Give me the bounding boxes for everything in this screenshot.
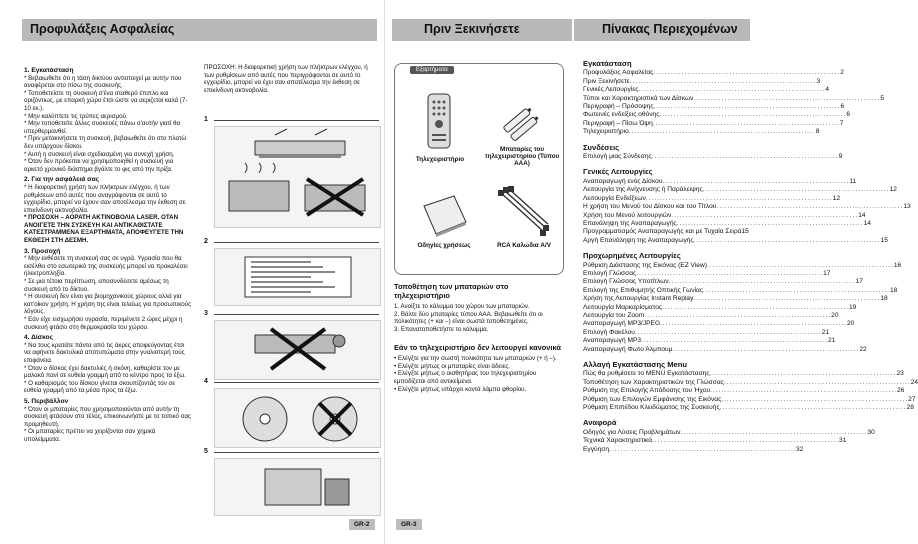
toc-entry-title: Πώς θα ρυθμίσετε το MENU Εγκατάστασης (583, 370, 710, 378)
toc-page-number: 12 (889, 186, 897, 194)
trouble-bullet: • Ελέγξτε μήπως οι μπαταρίες είναι άδειες. (394, 362, 511, 370)
toc-page-number: 14 (858, 211, 866, 219)
toc-leader-dots: .................................................................. (676, 219, 864, 227)
page-divider (384, 0, 385, 544)
toc-entry[interactable] (583, 153, 843, 161)
step-image (214, 126, 381, 228)
safety-section-title: 5. Περιβάλλον (24, 397, 69, 405)
toc-entry[interactable] (583, 387, 905, 395)
toc-entry-title: Ρύθμιση Επιπέδου Κλειδώματος της Συσκευής (583, 404, 720, 412)
toc-entry-title: Χρήση του Μενού λειτουργιών (583, 211, 672, 219)
toc-leader-dots: .................................................................. (660, 320, 847, 328)
toc-page-number: 6 (846, 111, 850, 119)
safety-line: * Μην καλύπτετε τις τρύπες αερισμού. (24, 112, 128, 120)
toc-page-number: 2 (840, 69, 844, 77)
batteries-label: Μπαταρίες του τηλεχειριστηρίου (Τύπου ΑΑΑ) (484, 146, 560, 167)
toc-entry-title: Φωτεινές ενδείξεις οθόνης (583, 111, 660, 119)
toc-page-number: 31 (838, 437, 847, 445)
toc-leader-dots: .................................................................. (716, 203, 904, 211)
toc-leader-dots: .................................................................. (653, 69, 841, 77)
toc-leader-dots: .................................................................. (645, 194, 833, 202)
battery-section: Τοποθέτηση των μπαταριών στο τηλεχειριστήριο 1. Ανοίξτε το κάλυμμα του χώρου των μπαταριών. 2. Βάλτε δύο μπαταρίες τύπου ΑΑΑ. Βεβαιωθείτε ότι οι πολικότητες (+ και –) είναι σωστά τοποθετημένες. 3. Επανατοποθετήστε το κάλυμμα. Εάν το τηλεχειριστήριο δεν λειτουργεί κανονικά • Ελέγξτε για την σωστή πολικότητα των μπαταριών (+ ή –). • Ελέγξτε μήπως οι μπαταρίες είναι άδειες. • Ελέγξτε μήπως ο αισθητήρας του τηλεχειριστηρίου εμποδίζεται από αντικείμενα. • Ελέγξτε μήπως υπάρχει κοντά λάμπα φθορίου. (394, 283, 564, 393)
step-image (214, 248, 381, 306)
toc-page-number: 19 (849, 303, 857, 311)
toc-leader-dots: .................................................................. (703, 286, 890, 294)
page-number-right: GR-3 (396, 519, 422, 530)
toc-entry-title: Λειτουργία Ενδείξεων (583, 194, 646, 202)
toc-leader-dots: .................................................................. (652, 437, 839, 445)
toc-entry-title: Επιλογή Γλώσσας (583, 269, 637, 277)
safety-line: * Τοποθετείστε τη συσκευή σ'ένα σταθερό έπιπλο και οριζόντιως, με επαρκή χώρο έτσι ώστε να αεριζεται καλά (7-10 εκ.). (24, 89, 188, 112)
step-illustration (204, 116, 379, 230)
toc-entry-title: Πριν Ξεκινήσετε (583, 77, 630, 85)
toc-leader-dots: .................................................................. (706, 261, 894, 269)
toc-entry-title: Εγγύηση (583, 445, 610, 453)
step-divider (214, 314, 379, 315)
toc-entry[interactable] (583, 295, 888, 303)
toc-entry[interactable] (583, 395, 916, 404)
batteries-illustration (500, 104, 544, 140)
toc-entry[interactable] (583, 211, 866, 220)
step-number: 4 (204, 378, 208, 385)
toc-leader-dots: .................................................................. (652, 119, 840, 127)
toc-leader-dots: .................................................................. (636, 269, 824, 277)
toc-section-title: Γενικές Λειτουργίες (583, 167, 653, 177)
safety-line: * Οι μπαταρίες πρέπει να χειρίζονται σαν χημικά υπολείμματα. (24, 428, 156, 443)
page-number-left: GR-2 (349, 519, 375, 530)
toc-entry-title: Αναπαραγωγή ενός Δίσκου (583, 177, 663, 185)
step-number: 1 (204, 116, 208, 123)
toc-leader-dots: .................................................................. (719, 404, 907, 412)
av-cable-label: RCA Καλώδια A/V (497, 242, 551, 249)
toc-section-title: Συνδέσεις (583, 142, 620, 152)
safety-section-title: 1. Εγκατάσταση (24, 67, 74, 74)
step-illustration (204, 448, 379, 518)
toc-leader-dots: .................................................................. (629, 77, 817, 85)
toc-entry-title: Αργή Επανάληψη της Αναπαραγωγής (583, 236, 694, 244)
toc-leader-dots: .................................................................. (659, 111, 847, 119)
trouble-bullet: • Ελέγξτε μήπως υπάρχει κοντά λάμπα φθορίου. (394, 385, 527, 393)
toc-entry[interactable] (583, 194, 841, 203)
toc-header: Πίνακας Περιεχομένων (574, 19, 750, 41)
toc-page-number: 15 (880, 236, 888, 244)
step-image (214, 388, 381, 448)
toc-entry[interactable] (583, 228, 749, 236)
toc-entry[interactable] (583, 404, 914, 412)
toc-page-number: 23 (896, 370, 904, 378)
toc-leader-dots: .................................................................. (662, 303, 850, 311)
table-of-contents (583, 59, 918, 454)
toc-entry[interactable] (583, 94, 884, 103)
toc-page-number: 22 (859, 345, 867, 353)
safety-line: * Όταν ο δίσκος έχει δακτυλιές ή σκόνη, καθαρίστε τον με μαλακό πανί σε ευθεία γραμμή από το κέντρο προς τα έξω. (24, 364, 186, 380)
toc-section-title: Προχωρημένες Λειτουργίες (583, 251, 681, 261)
step-number: 3 (204, 310, 208, 317)
battery-step: 2. Βάλτε δύο μπαταρίες τύπου ΑΑΑ. Βεβαιωθείτε ότι οι πολικότητες (+ και –) είναι σωστά τοποθετημένες. (394, 310, 543, 326)
toc-entry-title: Τηλεχειριστήριο (583, 128, 629, 136)
toc-leader-dots: .................................................................. (628, 128, 816, 136)
toc-page-number: 7 (839, 119, 844, 127)
toc-leader-dots: .................................................................. (693, 94, 881, 102)
toc-entry[interactable] (583, 311, 839, 320)
step-image (214, 458, 381, 516)
caution-text: ΠΡΟΣΟΧΗ: Η διαφορετική χρήση των πλήκτρων ελέγχου, ή των ρυθμίσεων από αυτές που περιγράφονται σε αυτό το εγχειρίδιο, μπορεί να έχει σαν αποτέλεσμα την έκθεση σε επικίνδυνη ακτινοβολία. (204, 64, 368, 94)
toc-entry[interactable] (583, 186, 897, 194)
toc-entry-title: Γενικές Λειτουργίες (583, 86, 639, 94)
step-illustration (204, 310, 379, 382)
toc-page-number: 3 (816, 77, 821, 85)
toc-entry[interactable] (583, 119, 844, 128)
toc-page-number: 24 (910, 378, 918, 386)
before-start-header: Πριν Ξεκινήσετε (392, 19, 572, 41)
toc-entry[interactable] (583, 337, 836, 345)
toc-section-title: Εγκατάσταση (583, 59, 632, 68)
toc-entry-title: Επιλογή μιας Σύνδεσης (583, 153, 652, 161)
safety-line: * Μην τοποθετείτε άλλες συσκευές πάνω σ'αυτήν γιατί θα υπερθερμανθεί. (24, 120, 181, 135)
left-header-title: Προφυλάξεις Ασφαλείας (30, 22, 175, 36)
manual-illustration (420, 192, 470, 238)
toc-page-number: 30 (867, 428, 875, 436)
step-illustration (204, 378, 379, 450)
toc-page-number: 15 (741, 228, 749, 236)
toc-page-number: 5 (880, 94, 884, 102)
toc-entry-title: Περιγραφή – Πρόσοψης (583, 103, 654, 111)
safety-line: * Να τους κρατάτε πάντα από τις άκρες αποφεύγοντας έτσι να αφήνετε δακτυλικά αποτυπώματα στην γυαλιστερή τους επιφάνεια. (24, 341, 185, 364)
toc-entry-title: Οδηγός για Λύσεις Προβλημάτων (583, 428, 681, 436)
toc-entry[interactable] (583, 261, 902, 270)
safety-line: * Βεβαιωθείτε ότι η τάση δικτύου αντιστοιχεί με αυτήν που αναφέρεται στο πίσω της συσκευής. (24, 74, 182, 90)
remote-control-illustration (420, 92, 460, 152)
toc-page-number: 27 (908, 395, 916, 403)
toc-leader-dots: .................................................................. (693, 236, 881, 244)
step-divider (214, 382, 379, 383)
toc-page-number: 17 (855, 278, 863, 286)
step-divider (214, 452, 379, 453)
toc-leader-dots: .................................................................. (693, 295, 881, 303)
toc-page-number: 20 (847, 320, 855, 328)
toc-entry-title: Επιλογή Γλώσσας Υποτίτλων (583, 278, 669, 286)
toc-entry-title: Ρύθμιση των Επιλογών Εμφάνισης της Εικόνας (583, 395, 722, 403)
toc-page-number: 28 (906, 404, 914, 412)
toc-entry-title: Ρύθμιση Διάστασης της Εικόνας (EZ View) (583, 261, 707, 269)
toc-leader-dots: .................................................................. (721, 395, 909, 403)
toc-entry[interactable] (583, 236, 888, 245)
safety-section-title: 2. Για την ασφάλειά σας (24, 176, 100, 184)
toc-entry-title: Αναπαραγωγή MP3 (583, 337, 642, 345)
battery-step: 3. Επανατοποθετήστε το κάλυμμα. (394, 325, 489, 333)
toc-entry[interactable] (583, 111, 850, 119)
safety-line: * Αυτή η συσκευή είναι σχεδιασμένη για συνεχή χρήση. (24, 150, 175, 158)
step-divider (214, 120, 379, 121)
toc-entry-title: Περιγραφή – Πίσω Όψη (583, 119, 653, 127)
toc-leader-dots: .................................................................. (662, 177, 850, 185)
safety-line: * Μην εκθέσετε τη συσκευή σας σε υγρά. Υγρασία που θα εισέλθει στο εσωτερικό της συσκευής μπορεί να προκαλέσει ηλεκτροπληξία. (24, 255, 188, 278)
av-cable-illustration (496, 186, 550, 240)
toc-entry-title: Επανάληψη της Αναπαραγωγής (583, 219, 677, 227)
safety-column (24, 64, 192, 444)
toc-entry[interactable] (583, 428, 875, 437)
toc-entry[interactable] (583, 69, 844, 77)
toc-entry-title: Ρύθμιση της Επιλογής Απόδοσης του Ήχου (583, 387, 711, 395)
step-illustration (204, 238, 379, 308)
toc-entry-title: Αναπαραγωγή Φωτο Άλμπουμ (583, 345, 673, 353)
step-image (214, 320, 381, 380)
toc-entry[interactable] (583, 378, 918, 387)
safety-line: * Όταν οι μπαταρίες που χρησιμοποιούνται από αυτήν τη συσκευή φτάσουν στο τέλος, επικοινωνήστε με το τοπικό σας προμηθευτή. (24, 405, 192, 428)
battery-step: 1. Ανοίξτε το κάλυμμα του χώρου των μπαταριών. (394, 303, 530, 311)
safety-line: * Όταν δεν πρόκειται να χρησιμοποιηθεί η συσκευή για αρκετό χρονικό διάστημα βγάλτε το φις από την πρίζα. (24, 158, 174, 173)
toc-entry-title: Τύποι και Χαρακτηριστικά των Δίσκων (583, 94, 694, 102)
toc-leader-dots: .................................................................. (668, 278, 856, 286)
toc-leader-dots: .................................................................. (651, 153, 839, 161)
toc-entry-title: Επιλογή Φακέλου (583, 328, 635, 336)
toc-page-number: 21 (821, 328, 830, 336)
toc-leader-dots: .................................................................. (672, 345, 860, 353)
toc-entry[interactable] (583, 86, 830, 94)
toc-leader-dots: .................................................................. (723, 378, 911, 386)
toc-leader-dots: .................................................................. (644, 311, 832, 319)
toc-entry-title: Τοποθέτηση των Χαρακτηριστικών της Γλώσσας (583, 378, 724, 386)
toc-leader-dots: .................................................................. (671, 211, 859, 219)
toc-page-number: 4 (825, 86, 830, 94)
toc-entry[interactable] (583, 128, 820, 136)
toc-section-title: Αναφορά (583, 418, 617, 428)
toc-entry[interactable] (583, 278, 863, 286)
toc-entry-title: Χρήση της Λειτουργίας Instant Replay (583, 295, 694, 303)
step-number: 5 (204, 448, 208, 455)
laser-warning: * ΠΡΟΣΟΧΗ – ΑΟΡΑΤΗ ΑΚΤΙΝΟΒΟΛΙΑ LASER. ΟΤΑΝ ΑΝΟΙΓΕΤΕ ΤΗΝ ΣΥΣΚΕΥΗ ΚΑΙ ΑΝΤΙΚΑΘΙΣΤΑΤΕ ΚΑΤΕΣΤΡΑΜΜΕΝΑ ΕΞΑΡΤΗΜΑΤΑ, ΑΠΟΦΕΥΓΕΤΕ ΤΗΝ ΕΚΘΕΣΗ ΣΤΗ ΔΕΣΜΗ. (24, 214, 184, 245)
safety-line: * Πριν μετακινήσετε τη συσκευή, βεβαιωθείτε ότι στο πλατώ δεν υπάρχουν δίσκοι. (24, 135, 187, 150)
toc-entry[interactable] (583, 345, 867, 354)
toc-page-number: 18 (880, 295, 888, 303)
toc-page-number: 21 (827, 337, 836, 345)
trouble-bullet: • Ελέγξτε για την σωστή πολικότητα των μπαταριών (+ ή –). (394, 355, 557, 363)
safety-line: * Η συσκευή δεν είναι για βιομηχανικούς χώρους αλλά για κατ'οίκον χρήση. Η χρήση της είναι τελείως για προσωπικούς λόγους. (24, 293, 192, 316)
toc-page-number: 18 (889, 286, 898, 294)
toc-entry-title: Τεχνικά Χαρακτηριστικά (583, 437, 653, 445)
toc-entry-title: Λειτουργία Μαρκαρίσματος (583, 303, 663, 311)
step-number: 2 (204, 238, 208, 245)
toc-entry-title: Προγραμματισμός Αναπαραγωγής και με Τυχαία Σειρά (583, 228, 742, 236)
safety-line: * Σε μια τέτοια περίπτωση, αποσυνδέσετε αμέσως τη συσκευή από το δίκτυο. (24, 278, 169, 293)
toc-leader-dots: .................................................................. (609, 445, 796, 453)
toc-page-number: 12 (832, 194, 841, 202)
safety-section-title: 3. Προσοχή (24, 247, 61, 255)
toc-page-number: 8 (815, 128, 820, 136)
toc-entry[interactable] (583, 328, 830, 337)
toc-page-number: 20 (831, 311, 839, 319)
step-divider (214, 242, 379, 243)
toc-page-number: 14 (863, 219, 871, 227)
toc-entry-title: Λειτουργία της Ανίχνευσης ή Παράλειψης (583, 186, 703, 194)
toc-entry[interactable] (583, 445, 804, 454)
safety-line: * Ο καθαρισμός του δίσκου γίνεται σκουπίζοντάς τον σε ευθεία γραμμή από τα μέσα προς τα έξω. (24, 379, 176, 395)
toc-entry[interactable] (583, 286, 898, 295)
left-page-header (22, 19, 377, 41)
toc-entry[interactable] (583, 437, 847, 445)
toc-leader-dots: .................................................................. (710, 387, 897, 395)
toc-entry[interactable] (583, 320, 855, 328)
toc-page-number: 9 (838, 153, 843, 161)
toc-entry[interactable] (583, 77, 821, 86)
toc-leader-dots: .................................................................. (702, 186, 890, 194)
toc-entry-title: Αναπαραγωγή MP3/JPEG (583, 320, 661, 328)
toc-page-number: 16 (893, 261, 902, 269)
toc-page-number: 11 (849, 177, 857, 185)
toc-leader-dots: .................................................................. (653, 103, 841, 111)
toc-page-number: 17 (823, 269, 831, 277)
toc-entry[interactable] (583, 370, 904, 378)
toc-leader-dots: .................................................................. (709, 370, 897, 378)
toc-entry-title: Επιλογή της Επιθυμητής Οπτικής Γωνίας (583, 286, 704, 294)
toc-entry-title: Λειτουργία του Zoom (583, 311, 645, 319)
trouble-bullet: • Ελέγξτε μήπως ο αισθητήρας του τηλεχειριστηρίου εμποδίζεται από αντικείμενα. (394, 370, 537, 385)
toc-leader-dots: .................................................................. (638, 86, 826, 94)
remote-label: Τηλεχειριστήριο (415, 156, 465, 163)
manual-label: Οδηγίες χρήσεως (417, 242, 471, 249)
toc-section-title: Αλλαγή Εγκατάστασης Menu (583, 360, 688, 369)
toc-leader-dots: .................................................................. (641, 337, 828, 345)
toc-page-number: 13 (903, 203, 911, 211)
toc-page-number: 32 (795, 445, 804, 453)
toc-page-number: 26 (897, 387, 905, 395)
safety-section-title: 4. Δίσκος (24, 334, 54, 342)
toc-leader-dots: .................................................................. (680, 428, 868, 436)
safety-line: * Εάν είχε εισχωρήσει υγρασία, περιμένετε 2 ώρες μέχρι η συσκευή φτάσει στη θερμοκρασία του χώρου. (24, 316, 183, 331)
toc-entry-title: Προφυλάξεις Ασφαλείας (583, 69, 654, 77)
accessories-tag: Εξαρτήματα (410, 66, 454, 74)
toc-entry[interactable] (583, 203, 911, 211)
toc-leader-dots: .................................................................. (634, 328, 822, 336)
toc-page-number: 6 (840, 103, 845, 111)
safety-line: * Η διαφορετική χρήση των πλήκτρων ελέγχου, ή των ρυθμίσεων από αυτές που αναγράφονται σε αυτό το εγχειρίδιο, μπορεί να έχουν σαν αποτέλεσμα την έκθεση σε επικίνδυνη ακτινοβολία. (24, 183, 186, 214)
toc-entry[interactable] (583, 303, 857, 312)
toc-entry-title: Η χρήση του Μενού του Δίσκου και του Τίτλου (583, 203, 717, 211)
